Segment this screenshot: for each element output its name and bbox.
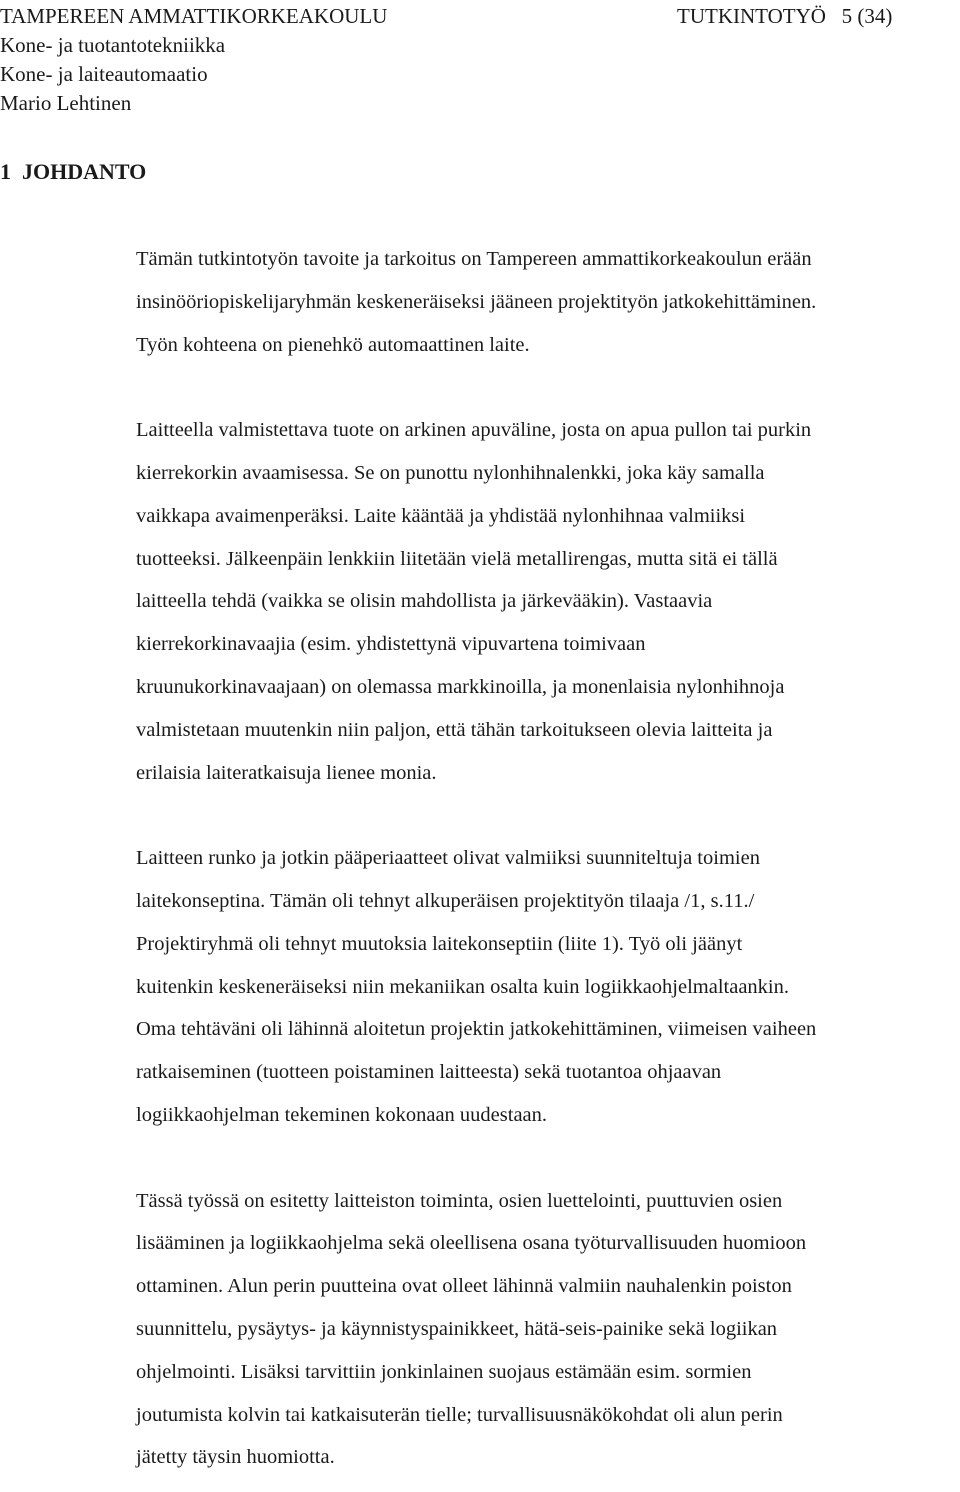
paragraph-3 bbox=[136, 837, 960, 1137]
text-line: kuitenkin keskeneräiseksi niin mekaniikan osalta kuin logiikkaohjelmaltaankin. bbox=[136, 975, 789, 998]
paragraph-2 bbox=[136, 409, 960, 794]
text-line: laitekonseptina. Tämän oli tehnyt alkuperäisen projektityön tilaaja /1, s.11./ bbox=[136, 889, 755, 912]
body-text bbox=[136, 238, 960, 1479]
author-name: Mario Lehtinen bbox=[0, 91, 132, 115]
text-line: Laitteella valmistettava tuote on arkinen apuväline, josta on apua pullon tai purkin bbox=[136, 419, 812, 442]
institution-name: TAMPEREEN AMMATTIKORKEAKOULU bbox=[0, 4, 388, 28]
header-right bbox=[677, 2, 892, 31]
paragraph-4 bbox=[136, 1180, 960, 1480]
text-line: kruunukorkinavaajaan) on olemassa markkinoilla, ja monenlaisia nylonhihnoja bbox=[136, 675, 785, 698]
text-line: ohjelmointi. Lisäksi tarvittiin jonkinlainen suojaus estämään esim. sormien bbox=[136, 1360, 752, 1383]
header-row-1 bbox=[0, 2, 960, 31]
text-line: ottaminen. Alun perin puutteina ovat olleet lähinnä valmiin nauhalenkin poiston bbox=[136, 1275, 792, 1298]
text-line: Oma tehtäväni oli lähinnä aloitetun projektin jatkokehittäminen, viimeisen vaiheen bbox=[136, 1018, 817, 1041]
paragraph-1 bbox=[136, 238, 960, 366]
page-header bbox=[0, 2, 960, 118]
text-line: Työn kohteena on pienehkö automaattinen laite. bbox=[136, 333, 530, 356]
text-line: lisääminen ja logiikkaohjelma sekä oleellisena osana työturvallisuuden huomioon bbox=[136, 1232, 807, 1255]
text-line: vaikkapa avaimenperäksi. Laite kääntää ja yhdistää nylonhihnaa valmiiksi bbox=[136, 504, 746, 527]
text-line: laitteella tehdä (vaikka se olisin mahdollista ja järkevääkin). Vastaavia bbox=[136, 590, 713, 613]
text-line: insinööriopiskelijaryhmän keskeneräiseksi jääneen projektityön jatkokehittäminen. bbox=[136, 290, 817, 313]
text-line: ratkaiseminen (tuotteen poistaminen laitteesta) sekä tuotantoa ohjaavan bbox=[136, 1061, 722, 1084]
text-line: suunnittelu, pysäytys- ja käynnistyspainikkeet, hätä-seis-painike sekä logiikan bbox=[136, 1317, 778, 1340]
text-line: joutumista kolvin tai katkaisuterän tielle; turvallisuusnäkökohdat oli alun perin bbox=[136, 1403, 783, 1426]
text-line: logiikkaohjelman tekeminen kokonaan uudestaan. bbox=[136, 1103, 548, 1126]
text-line: Tässä työssä on esitetty laitteiston toiminta, osien luettelointi, puuttuvien osien bbox=[136, 1189, 783, 1212]
text-line: kierrekorkin avaamisessa. Se on punottu nylonhihnalenkki, joka käy samalla bbox=[136, 461, 765, 484]
specialization-name: Kone- ja laiteautomaatio bbox=[0, 62, 208, 86]
text-line: kierrekorkinavaajia (esim. yhdistettynä vipuvartena toimivaan bbox=[136, 633, 646, 656]
section-number: 1 bbox=[0, 159, 11, 184]
text-line: Projektiryhmä oli tehnyt muutoksia laitekonseptiin (liite 1). Työ oli jäänyt bbox=[136, 932, 743, 955]
document-type: TUTKINTOTYÖ bbox=[677, 4, 826, 28]
section-heading bbox=[0, 157, 146, 187]
department-name: Kone- ja tuotantotekniikka bbox=[0, 33, 226, 57]
text-line: erilaisia laiteratkaisuja lienee monia. bbox=[136, 761, 437, 784]
page-number: 5 (34) bbox=[841, 4, 893, 28]
text-line: jätetty täysin huomiotta. bbox=[136, 1446, 335, 1469]
text-line: Laitteen runko ja jotkin pääperiaatteet olivat valmiiksi suunniteltuja toimien bbox=[136, 847, 760, 870]
section-title: JOHDANTO bbox=[22, 159, 147, 184]
text-line: Tämän tutkintotyön tavoite ja tarkoitus on Tampereen ammattikorkeakoulun erään bbox=[136, 248, 812, 270]
text-line: valmistetaan muutenkin niin paljon, että tähän tarkoitukseen olevia laitteita ja bbox=[136, 718, 773, 741]
text-line: tuotteeksi. Jälkeenpäin lenkkiin liitetään vielä metallirengas, mutta sitä ei tällä bbox=[136, 547, 778, 570]
